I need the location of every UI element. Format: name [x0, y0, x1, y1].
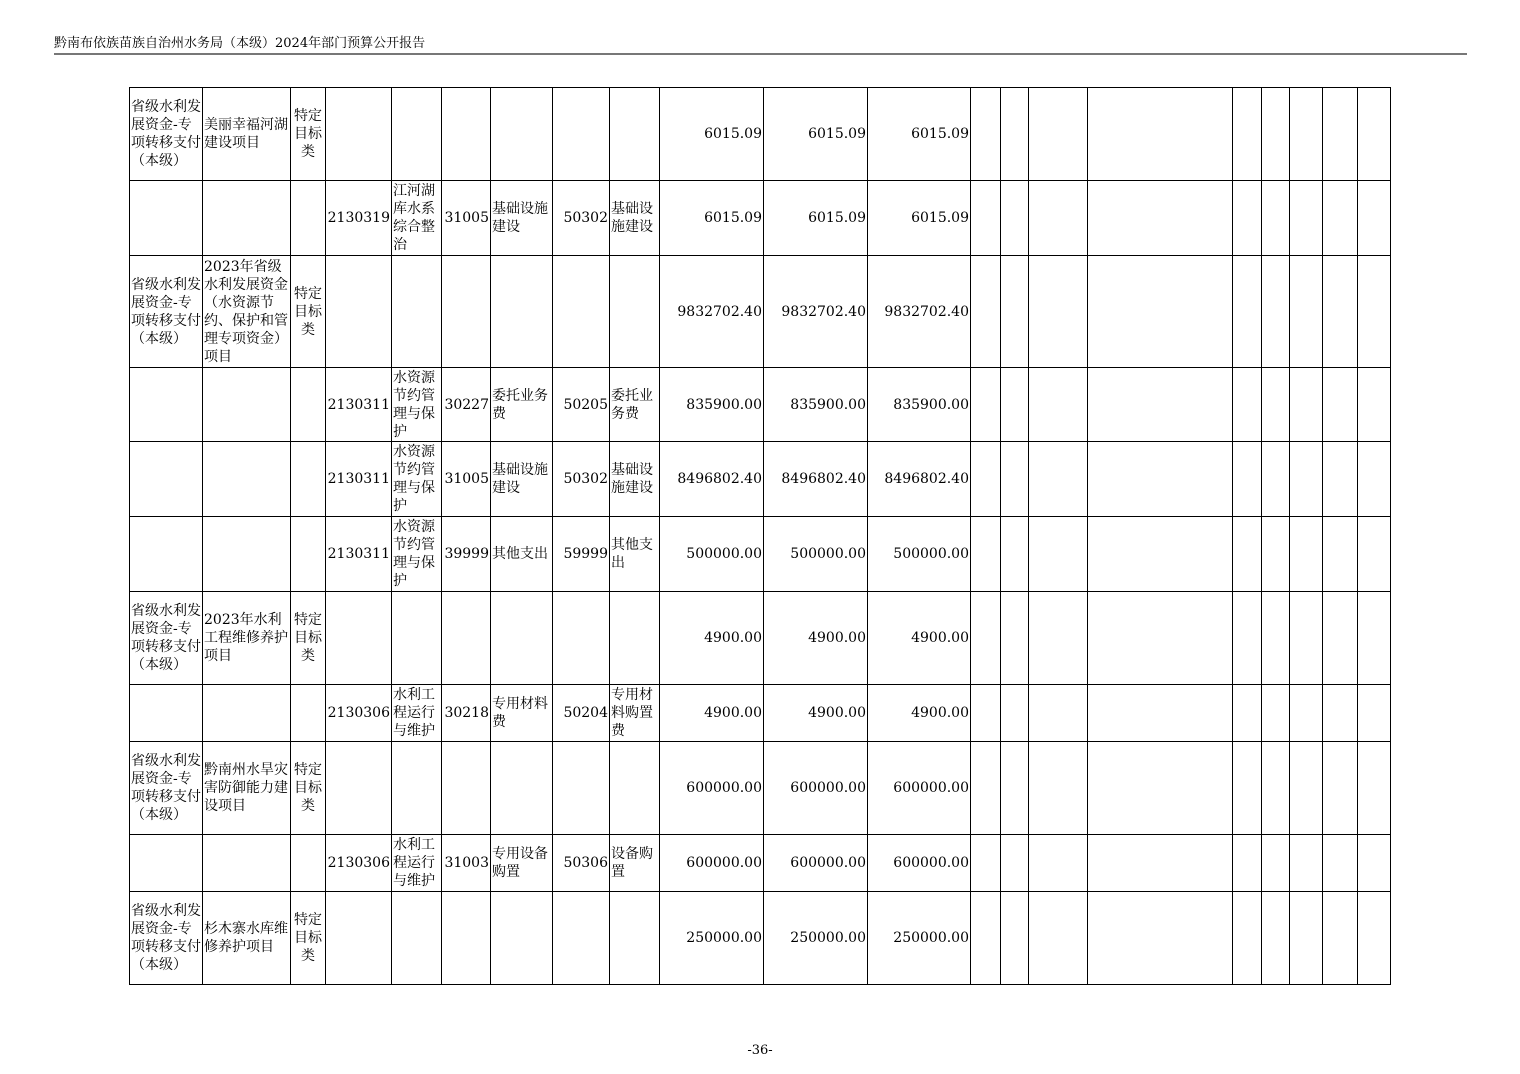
function-code-cell [326, 892, 392, 985]
empty-cell [1290, 742, 1323, 835]
empty-cell [1358, 256, 1391, 368]
project-name-cell [203, 685, 291, 742]
empty-cell [1001, 368, 1029, 442]
empty-cell [971, 742, 1001, 835]
empty-cell [1323, 835, 1358, 892]
economic-name-cell [491, 892, 553, 985]
total-amount-cell: 250000.00 [660, 892, 764, 985]
project-category-cell: 特定目标类 [291, 592, 326, 685]
function-code-cell [326, 742, 392, 835]
empty-cell [1262, 442, 1290, 517]
empty-cell [1233, 256, 1262, 368]
empty-cell [1088, 368, 1233, 442]
empty-cell [1290, 685, 1323, 742]
subtotal-amount-cell: 6015.09 [764, 88, 868, 181]
empty-cell [971, 517, 1001, 592]
economic-name-cell: 其他支出 [491, 517, 553, 592]
function-name-cell: 水资源节约管理与保护 [392, 368, 442, 442]
empty-cell [1088, 742, 1233, 835]
empty-cell [1029, 892, 1088, 985]
economic-code-cell: 30227 [442, 368, 491, 442]
empty-cell [971, 835, 1001, 892]
empty-cell [1001, 256, 1029, 368]
gov-economic-code-cell [553, 592, 610, 685]
empty-cell [1088, 442, 1233, 517]
empty-cell [1233, 892, 1262, 985]
empty-cell [1262, 88, 1290, 181]
function-code-cell: 2130306 [326, 835, 392, 892]
budget-table-body [130, 88, 1391, 985]
project-name-cell: 2023年省级水利发展资金（水资源节约、保护和管理专项资金）项目 [203, 256, 291, 368]
gov-economic-code-cell [553, 88, 610, 181]
economic-name-cell [491, 88, 553, 181]
appropriation-amount-cell: 4900.00 [868, 592, 971, 685]
function-code-cell [326, 88, 392, 181]
empty-cell [1323, 892, 1358, 985]
empty-cell [1358, 892, 1391, 985]
empty-cell [1088, 835, 1233, 892]
project-category-cell: 特定目标类 [291, 256, 326, 368]
empty-cell [1001, 685, 1029, 742]
total-amount-cell: 6015.09 [660, 88, 764, 181]
empty-cell [1233, 517, 1262, 592]
report-header-title: 黔南布依族苗族自治州水务局（本级）2024年部门预算公开报告 [54, 36, 426, 51]
fund-source-cell [130, 685, 203, 742]
gov-economic-name-cell: 基础设施建设 [610, 181, 660, 256]
subtotal-amount-cell: 4900.00 [764, 592, 868, 685]
gov-economic-name-cell: 基础设施建设 [610, 442, 660, 517]
fund-source-cell [130, 181, 203, 256]
empty-cell [1001, 892, 1029, 985]
empty-cell [1262, 181, 1290, 256]
fund-source-cell [130, 835, 203, 892]
economic-name-cell: 委托业务费 [491, 368, 553, 442]
empty-cell [1233, 368, 1262, 442]
project-name-cell: 美丽幸福河湖建设项目 [203, 88, 291, 181]
empty-cell [1323, 592, 1358, 685]
fund-source-cell: 省级水利发展资金-专项转移支付（本级） [130, 88, 203, 181]
empty-cell [1358, 368, 1391, 442]
empty-cell [1290, 442, 1323, 517]
economic-name-cell: 专用设备购置 [491, 835, 553, 892]
project-row [130, 256, 1391, 368]
gov-economic-code-cell [553, 892, 610, 985]
function-name-cell [392, 592, 442, 685]
empty-cell [971, 892, 1001, 985]
economic-name-cell [491, 592, 553, 685]
gov-economic-code-cell: 50204 [553, 685, 610, 742]
empty-cell [1233, 181, 1262, 256]
empty-cell [1290, 892, 1323, 985]
economic-code-cell [442, 892, 491, 985]
empty-cell [1290, 88, 1323, 181]
empty-cell [1323, 181, 1358, 256]
empty-cell [1088, 517, 1233, 592]
project-name-cell [203, 517, 291, 592]
empty-cell [1358, 88, 1391, 181]
fund-source-cell [130, 368, 203, 442]
empty-cell [1029, 517, 1088, 592]
function-code-cell [326, 592, 392, 685]
project-category-cell [291, 181, 326, 256]
gov-economic-name-cell: 其他支出 [610, 517, 660, 592]
empty-cell [1262, 368, 1290, 442]
detail-row [130, 368, 1391, 442]
gov-economic-code-cell: 59999 [553, 517, 610, 592]
gov-economic-name-cell: 设备购置 [610, 835, 660, 892]
empty-cell [1290, 835, 1323, 892]
empty-cell [1358, 592, 1391, 685]
project-name-cell: 2023年水利工程维修养护项目 [203, 592, 291, 685]
project-name-cell: 杉木寨水库维修养护项目 [203, 892, 291, 985]
project-name-cell [203, 368, 291, 442]
empty-cell [1088, 256, 1233, 368]
appropriation-amount-cell: 500000.00 [868, 517, 971, 592]
subtotal-amount-cell: 600000.00 [764, 742, 868, 835]
total-amount-cell: 600000.00 [660, 835, 764, 892]
empty-cell [1088, 88, 1233, 181]
empty-cell [1358, 181, 1391, 256]
economic-code-cell [442, 256, 491, 368]
empty-cell [1262, 685, 1290, 742]
empty-cell [1358, 742, 1391, 835]
empty-cell [1029, 442, 1088, 517]
empty-cell [1290, 368, 1323, 442]
gov-economic-code-cell: 50205 [553, 368, 610, 442]
appropriation-amount-cell: 250000.00 [868, 892, 971, 985]
gov-economic-code-cell: 50306 [553, 835, 610, 892]
fund-source-cell: 省级水利发展资金-专项转移支付（本级） [130, 892, 203, 985]
empty-cell [1358, 835, 1391, 892]
project-category-cell: 特定目标类 [291, 88, 326, 181]
empty-cell [971, 592, 1001, 685]
gov-economic-name-cell: 专用材料购置费 [610, 685, 660, 742]
subtotal-amount-cell: 835900.00 [764, 368, 868, 442]
economic-code-cell [442, 88, 491, 181]
function-name-cell: 江河湖库水系综合整治 [392, 181, 442, 256]
empty-cell [1001, 835, 1029, 892]
function-name-cell: 水资源节约管理与保护 [392, 517, 442, 592]
detail-row [130, 442, 1391, 517]
fund-source-cell: 省级水利发展资金-专项转移支付（本级） [130, 742, 203, 835]
appropriation-amount-cell: 8496802.40 [868, 442, 971, 517]
project-category-cell [291, 685, 326, 742]
empty-cell [1233, 592, 1262, 685]
subtotal-amount-cell: 250000.00 [764, 892, 868, 985]
economic-code-cell [442, 742, 491, 835]
project-row [130, 892, 1391, 985]
economic-name-cell: 基础设施建设 [491, 181, 553, 256]
function-code-cell: 2130306 [326, 685, 392, 742]
subtotal-amount-cell: 6015.09 [764, 181, 868, 256]
project-row [130, 88, 1391, 181]
gov-economic-name-cell [610, 742, 660, 835]
empty-cell [1001, 742, 1029, 835]
economic-code-cell [442, 592, 491, 685]
fund-source-cell: 省级水利发展资金-专项转移支付（本级） [130, 256, 203, 368]
empty-cell [1088, 892, 1233, 985]
total-amount-cell: 8496802.40 [660, 442, 764, 517]
gov-economic-name-cell: 委托业务费 [610, 368, 660, 442]
economic-name-cell: 基础设施建设 [491, 442, 553, 517]
function-name-cell: 水资源节约管理与保护 [392, 442, 442, 517]
appropriation-amount-cell: 9832702.40 [868, 256, 971, 368]
empty-cell [971, 181, 1001, 256]
empty-cell [1323, 368, 1358, 442]
fund-source-cell [130, 442, 203, 517]
economic-code-cell: 31003 [442, 835, 491, 892]
empty-cell [1262, 835, 1290, 892]
detail-row [130, 835, 1391, 892]
page-number: -36- [747, 1043, 773, 1058]
empty-cell [1233, 685, 1262, 742]
project-name-cell [203, 835, 291, 892]
function-name-cell [392, 742, 442, 835]
empty-cell [1323, 88, 1358, 181]
empty-cell [1029, 835, 1088, 892]
gov-economic-name-cell [610, 892, 660, 985]
empty-cell [1001, 442, 1029, 517]
empty-cell [1233, 442, 1262, 517]
empty-cell [1262, 892, 1290, 985]
empty-cell [1290, 592, 1323, 685]
empty-cell [971, 368, 1001, 442]
function-name-cell [392, 892, 442, 985]
detail-row [130, 517, 1391, 592]
function-code-cell [326, 256, 392, 368]
subtotal-amount-cell: 600000.00 [764, 835, 868, 892]
total-amount-cell: 4900.00 [660, 685, 764, 742]
total-amount-cell: 6015.09 [660, 181, 764, 256]
empty-cell [1029, 742, 1088, 835]
subtotal-amount-cell: 9832702.40 [764, 256, 868, 368]
empty-cell [1323, 517, 1358, 592]
empty-cell [1088, 181, 1233, 256]
empty-cell [1323, 256, 1358, 368]
appropriation-amount-cell: 6015.09 [868, 181, 971, 256]
total-amount-cell: 4900.00 [660, 592, 764, 685]
empty-cell [1358, 442, 1391, 517]
economic-name-cell: 专用材料费 [491, 685, 553, 742]
appropriation-amount-cell: 4900.00 [868, 685, 971, 742]
empty-cell [971, 88, 1001, 181]
total-amount-cell: 9832702.40 [660, 256, 764, 368]
detail-row [130, 685, 1391, 742]
function-name-cell: 水利工程运行与维护 [392, 835, 442, 892]
empty-cell [1290, 181, 1323, 256]
economic-code-cell: 31005 [442, 181, 491, 256]
empty-cell [1029, 368, 1088, 442]
function-name-cell [392, 256, 442, 368]
project-row [130, 742, 1391, 835]
fund-source-cell: 省级水利发展资金-专项转移支付（本级） [130, 592, 203, 685]
total-amount-cell: 500000.00 [660, 517, 764, 592]
empty-cell [1001, 88, 1029, 181]
project-category-cell [291, 517, 326, 592]
empty-cell [1029, 256, 1088, 368]
empty-cell [1001, 181, 1029, 256]
empty-cell [1001, 517, 1029, 592]
function-name-cell: 水利工程运行与维护 [392, 685, 442, 742]
gov-economic-code-cell: 50302 [553, 181, 610, 256]
subtotal-amount-cell: 500000.00 [764, 517, 868, 592]
empty-cell [1029, 88, 1088, 181]
empty-cell [1262, 517, 1290, 592]
empty-cell [971, 685, 1001, 742]
project-category-cell [291, 368, 326, 442]
empty-cell [1262, 742, 1290, 835]
gov-economic-name-cell [610, 592, 660, 685]
economic-code-cell: 39999 [442, 517, 491, 592]
empty-cell [971, 256, 1001, 368]
empty-cell [1029, 592, 1088, 685]
empty-cell [1233, 742, 1262, 835]
total-amount-cell: 600000.00 [660, 742, 764, 835]
economic-code-cell: 31005 [442, 442, 491, 517]
fund-source-cell [130, 517, 203, 592]
empty-cell [1290, 517, 1323, 592]
empty-cell [1323, 742, 1358, 835]
subtotal-amount-cell: 8496802.40 [764, 442, 868, 517]
empty-cell [1358, 517, 1391, 592]
empty-cell [1233, 88, 1262, 181]
function-code-cell: 2130311 [326, 442, 392, 517]
gov-economic-name-cell [610, 256, 660, 368]
empty-cell [1290, 256, 1323, 368]
empty-cell [1262, 592, 1290, 685]
function-code-cell: 2130311 [326, 517, 392, 592]
economic-code-cell: 30218 [442, 685, 491, 742]
empty-cell [1358, 685, 1391, 742]
empty-cell [971, 442, 1001, 517]
appropriation-amount-cell: 835900.00 [868, 368, 971, 442]
empty-cell [1088, 685, 1233, 742]
economic-name-cell [491, 742, 553, 835]
empty-cell [1262, 256, 1290, 368]
function-name-cell [392, 88, 442, 181]
appropriation-amount-cell: 600000.00 [868, 835, 971, 892]
empty-cell [1233, 835, 1262, 892]
gov-economic-code-cell [553, 742, 610, 835]
project-name-cell [203, 181, 291, 256]
gov-economic-code-cell: 50302 [553, 442, 610, 517]
project-category-cell [291, 442, 326, 517]
project-name-cell: 黔南州水旱灾害防御能力建设项目 [203, 742, 291, 835]
appropriation-amount-cell: 6015.09 [868, 88, 971, 181]
economic-name-cell [491, 256, 553, 368]
detail-row [130, 181, 1391, 256]
gov-economic-code-cell [553, 256, 610, 368]
empty-cell [1088, 592, 1233, 685]
project-category-cell [291, 835, 326, 892]
empty-cell [1029, 685, 1088, 742]
project-category-cell: 特定目标类 [291, 742, 326, 835]
header-divider [54, 53, 1467, 55]
empty-cell [1001, 592, 1029, 685]
empty-cell [1323, 442, 1358, 517]
total-amount-cell: 835900.00 [660, 368, 764, 442]
empty-cell [1029, 181, 1088, 256]
project-category-cell: 特定目标类 [291, 892, 326, 985]
function-code-cell: 2130311 [326, 368, 392, 442]
empty-cell [1323, 685, 1358, 742]
appropriation-amount-cell: 600000.00 [868, 742, 971, 835]
project-row [130, 592, 1391, 685]
budget-table [129, 87, 1391, 985]
gov-economic-name-cell [610, 88, 660, 181]
project-name-cell [203, 442, 291, 517]
subtotal-amount-cell: 4900.00 [764, 685, 868, 742]
function-code-cell: 2130319 [326, 181, 392, 256]
